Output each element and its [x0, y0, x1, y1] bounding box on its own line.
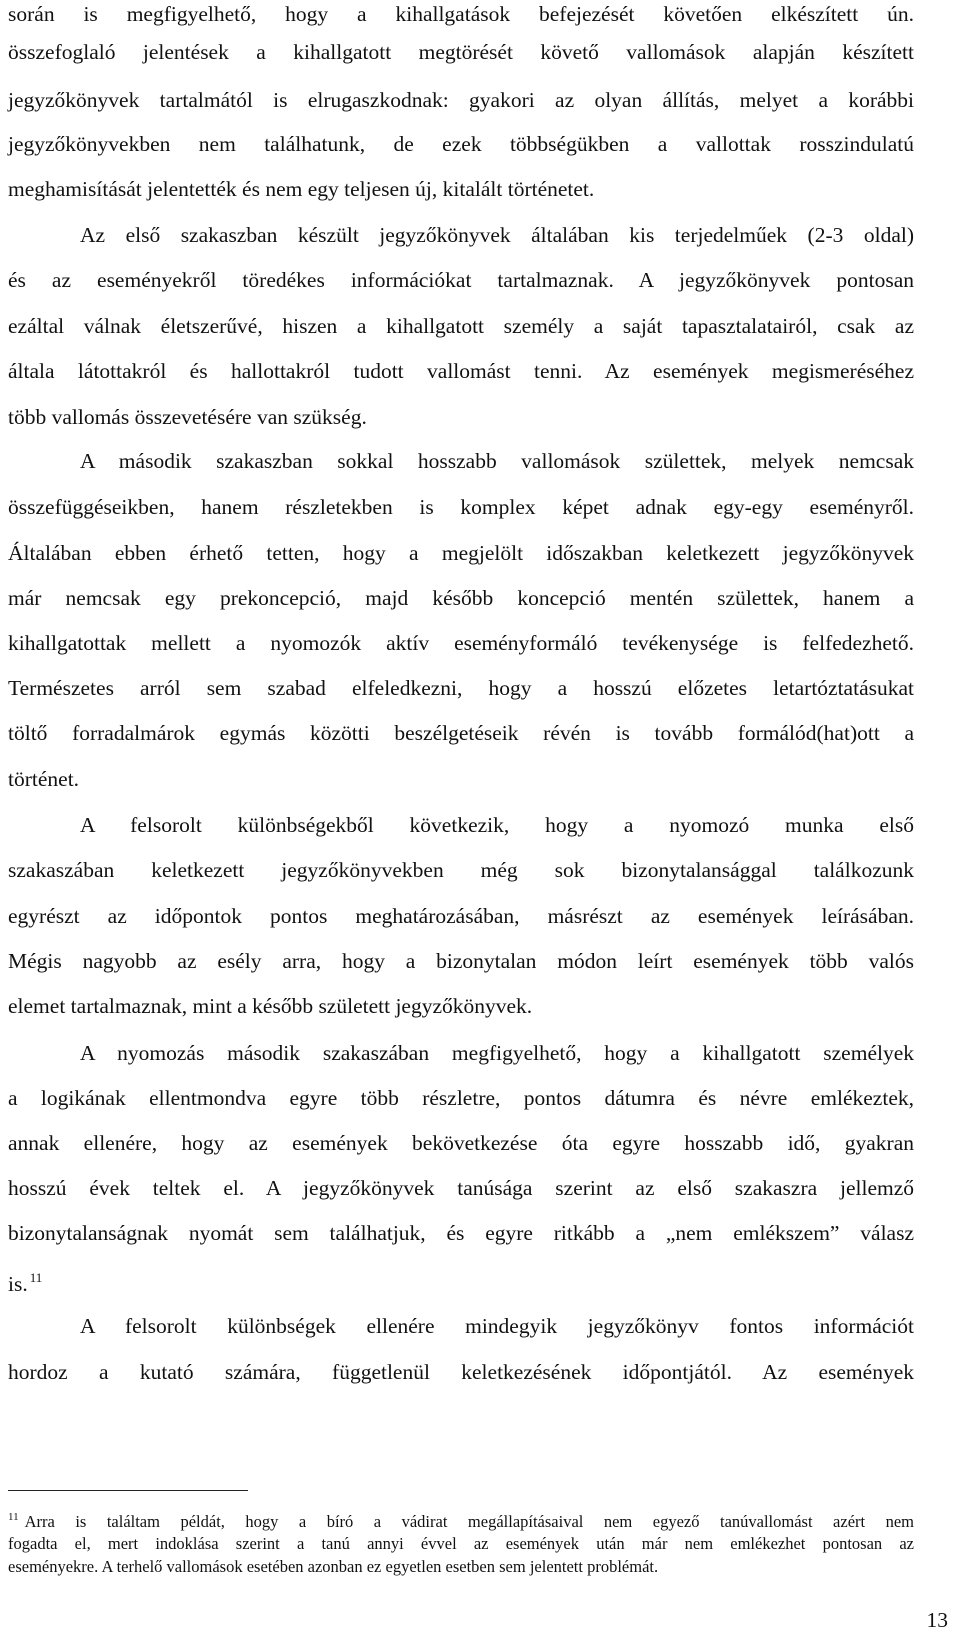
text-line: hosszú évek teltek el. A jegyzőkönyvek tanúsága szerint az első szakaszra jellemző — [8, 1176, 914, 1200]
text-line: töltő forradalmárok egymás közötti beszélgetéseik révén is tovább formálód(hat)ott a — [8, 721, 914, 745]
footnote-separator — [8, 1490, 248, 1491]
text-line: Általában ebben érhető tetten, hogy a megjelölt időszakban keletkezett jegyzőkönyvek — [8, 541, 914, 565]
text-line: bizonytalanságnak nyomát sem találhatjuk, és egyre ritkább a „nem emlékszem” válasz — [8, 1221, 914, 1245]
text-line: történet. — [8, 767, 80, 791]
text-line: összefüggéseikben, hanem részletekben is komplex képet adnak egy-egy eseményről. — [8, 495, 914, 519]
footnote-line — [8, 1512, 914, 1531]
text-line: A felsorolt különbségek ellenére mindegyik jegyzőkönyv fontos információt — [80, 1314, 914, 1338]
text-line: Az első szakaszban készült jegyzőkönyvek általában kis terjedelműek (2-3 oldal) — [80, 223, 914, 247]
text-line: jegyzőkönyvek tartalmától is elrugaszkodnak: gyakori az olyan állítás, melyet a korábbi — [8, 88, 914, 112]
text-line: és az eseményekről töredékes információkat tartalmaznak. A jegyzőkönyvek pontosan — [8, 268, 914, 292]
text-line: ezáltal válnak életszerűvé, hiszen a kihallgatott személy a saját tapasztalatairól, csak az — [8, 314, 914, 338]
text-line: során is megfigyelhető, hogy a kihallgatások befejezését követően elkészített ún. — [8, 2, 914, 26]
text-line: már nemcsak egy prekoncepció, majd később koncepció mentén születtek, hanem a — [8, 586, 914, 610]
text-line: A nyomozás második szakaszában megfigyelhető, hogy a kihallgatott személyek — [80, 1041, 914, 1065]
text-fragment: is. — [8, 1272, 28, 1296]
text-line: több vallomás összevetésére van szükség. — [8, 405, 367, 429]
text-line: kihallgatottak mellett a nyomozók aktív eseményformáló tevékenysége is felfedezhető. — [8, 631, 914, 655]
text-line: annak ellenére, hogy az események bekövetkezése óta egyre hosszabb idő, gyakran — [8, 1131, 914, 1155]
text-line — [8, 1271, 914, 1296]
page-number: 13 — [926, 1608, 948, 1632]
text-line: hordoz a kutató számára, függetlenül keletkezésének időpontjától. Az események — [8, 1360, 914, 1384]
text-line: Mégis nagyobb az esély arra, hogy a bizonytalan módon leírt események több valós — [8, 949, 914, 973]
footnote-line: eseményekre. A terhelő vallomások esetében azonban ez egyetlen esetben sem jelentett problémát. — [8, 1557, 659, 1576]
footnote-text: Arra is találtam példát, hogy a bíró a vádirat megállapításaival nem egyező tanúvallomást azért nem — [24, 1512, 914, 1531]
text-line: egyrészt az időpontok pontos meghatározásában, másrészt az események leírásában. — [8, 904, 914, 928]
text-line: összefoglaló jelentések a kihallgatott megtörését követő vallomások alapján készített — [8, 40, 914, 64]
text-line: a logikának ellentmondva egyre több részletre, pontos dátumra és névre emlékeztek, — [8, 1086, 914, 1110]
footnote-line: fogadta el, mert indoklása szerint a tanú annyi évvel az események után már nem emlékezhet pontosan az — [8, 1534, 914, 1553]
text-line: jegyzőkönyvekben nem találhatunk, de ezek többségükben a vallottak rosszindulatú — [8, 132, 914, 156]
text-line: Természetes arról sem szabad elfeledkezni, hogy a hosszú előzetes letartóztatásukat — [8, 676, 914, 700]
text-line: A második szakaszban sokkal hosszabb vallomások születtek, melyek nemcsak — [80, 449, 914, 473]
text-line: A felsorolt különbségekből következik, hogy a nyomozó munka első — [80, 813, 914, 837]
text-line: meghamisítását jelentették és nem egy teljesen új, kitalált történetet. — [8, 177, 595, 201]
footnote-number: 11 — [8, 1511, 19, 1523]
text-line: elemet tartalmaznak, mint a később született jegyzőkönyvek. — [8, 994, 533, 1018]
footnote-reference[interactable]: 11 — [29, 1270, 43, 1285]
text-line: általa látottakról és hallottakról tudott vallomást tenni. Az események megismeréséhez — [8, 359, 914, 383]
text-line: szakaszában keletkezett jegyzőkönyvekben még sok bizonytalansággal találkozunk — [8, 858, 914, 882]
